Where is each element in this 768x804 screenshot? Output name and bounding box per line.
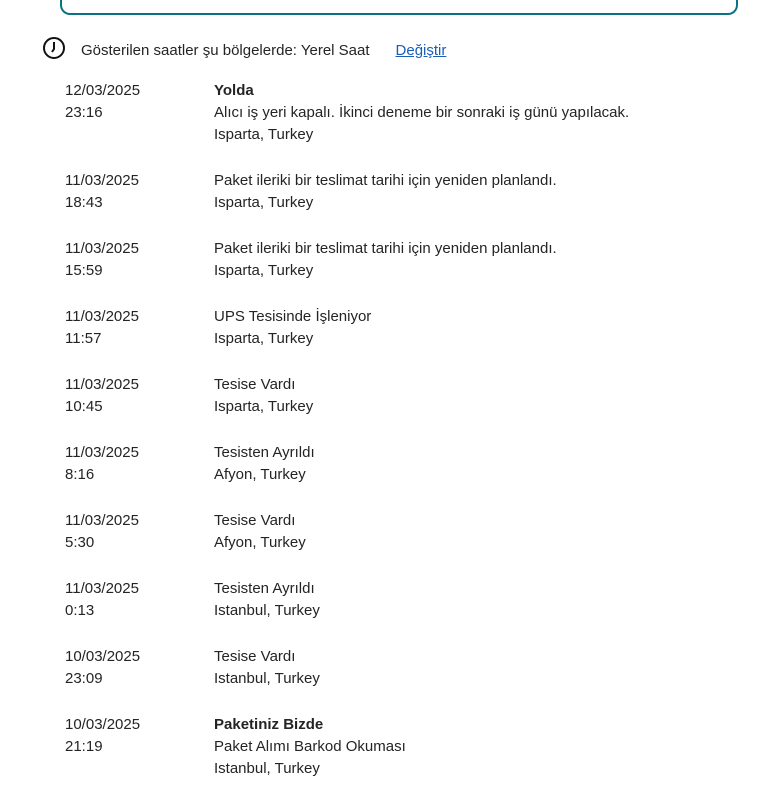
event-datetime xyxy=(65,306,214,350)
event-time: 23:16 xyxy=(65,104,103,121)
event-datetime xyxy=(65,646,214,690)
event-location: Istanbul, Turkey xyxy=(214,670,320,687)
event-description xyxy=(214,170,557,214)
event-date: 11/03/2025 xyxy=(65,308,139,325)
event-description xyxy=(214,714,406,780)
event-time: 15:59 xyxy=(65,262,103,279)
event-description xyxy=(214,306,371,350)
event-time: 8:16 xyxy=(65,466,95,483)
event-time: 5:30 xyxy=(65,534,95,551)
event-detail: Tesisten Ayrıldı xyxy=(214,444,315,461)
tracking-event-row xyxy=(65,578,629,622)
event-status: Yolda xyxy=(214,82,254,99)
tracking-event-row xyxy=(65,306,629,350)
tracking-event-row xyxy=(65,238,629,282)
event-date: 11/03/2025 xyxy=(65,580,139,597)
event-description xyxy=(214,646,320,690)
event-location: Istanbul, Turkey xyxy=(214,602,320,619)
tracking-event-row xyxy=(65,646,629,690)
event-location: Isparta, Turkey xyxy=(214,330,314,347)
event-date: 11/03/2025 xyxy=(65,376,139,393)
event-detail: Paket Alımı Barkod Okuması xyxy=(214,738,406,755)
timezone-bar xyxy=(42,38,446,62)
tracking-event-row xyxy=(65,374,629,418)
event-detail: Tesise Vardı xyxy=(214,648,296,665)
event-detail: Alıcı iş yeri kapalı. İkinci deneme bir sonraki iş günü yapılacak. xyxy=(214,104,630,121)
tracking-event-row xyxy=(65,714,629,780)
shipment-summary-box xyxy=(60,0,738,15)
event-location: Afyon, Turkey xyxy=(214,534,306,551)
event-time: 23:09 xyxy=(65,670,103,687)
event-date: 11/03/2025 xyxy=(65,172,139,189)
event-description xyxy=(214,238,557,282)
event-description xyxy=(214,80,629,146)
event-location: Afyon, Turkey xyxy=(214,466,306,483)
event-date: 11/03/2025 xyxy=(65,512,139,529)
event-date: 12/03/2025 xyxy=(65,82,141,99)
event-datetime xyxy=(65,578,214,622)
event-location: Isparta, Turkey xyxy=(214,126,314,143)
event-description xyxy=(214,578,320,622)
event-datetime xyxy=(65,510,214,554)
event-detail: Tesise Vardı xyxy=(214,512,296,529)
event-date: 10/03/2025 xyxy=(65,716,141,733)
event-location: Isparta, Turkey xyxy=(214,262,314,279)
event-time: 18:43 xyxy=(65,194,103,211)
event-time: 21:19 xyxy=(65,738,103,755)
event-date: 11/03/2025 xyxy=(65,240,139,257)
event-datetime xyxy=(65,714,214,780)
event-time: 11:57 xyxy=(65,330,102,347)
event-description xyxy=(214,374,313,418)
event-status: Paketiniz Bizde xyxy=(214,716,324,733)
event-location: Isparta, Turkey xyxy=(214,194,314,211)
tracking-history-list xyxy=(65,80,629,804)
event-detail: Tesise Vardı xyxy=(214,376,296,393)
event-detail: Tesisten Ayrıldı xyxy=(214,580,315,597)
event-date: 11/03/2025 xyxy=(65,444,139,461)
event-description xyxy=(214,510,306,554)
tracking-event-row xyxy=(65,510,629,554)
tracking-event-row xyxy=(65,170,629,214)
tracking-event-row xyxy=(65,442,629,486)
change-timezone-link[interactable]: Değiştir xyxy=(395,41,447,59)
event-detail: Paket ileriki bir teslimat tarihi için yeniden planlandı. xyxy=(214,240,557,257)
event-datetime xyxy=(65,374,214,418)
event-location: Isparta, Turkey xyxy=(214,398,314,415)
event-description xyxy=(214,442,315,486)
event-datetime xyxy=(65,442,214,486)
event-detail: UPS Tesisinde İşleniyor xyxy=(214,308,372,325)
event-time: 0:13 xyxy=(65,602,95,619)
clock-icon xyxy=(42,36,66,64)
timezone-label: Gösterilen saatler şu bölgelerde: Yerel Saat xyxy=(81,41,370,59)
event-time: 10:45 xyxy=(65,398,103,415)
event-datetime xyxy=(65,238,214,282)
event-date: 10/03/2025 xyxy=(65,648,141,665)
event-location: Istanbul, Turkey xyxy=(214,760,320,777)
tracking-event-row xyxy=(65,80,629,146)
event-datetime xyxy=(65,80,214,146)
event-datetime xyxy=(65,170,214,214)
event-detail: Paket ileriki bir teslimat tarihi için yeniden planlandı. xyxy=(214,172,557,189)
